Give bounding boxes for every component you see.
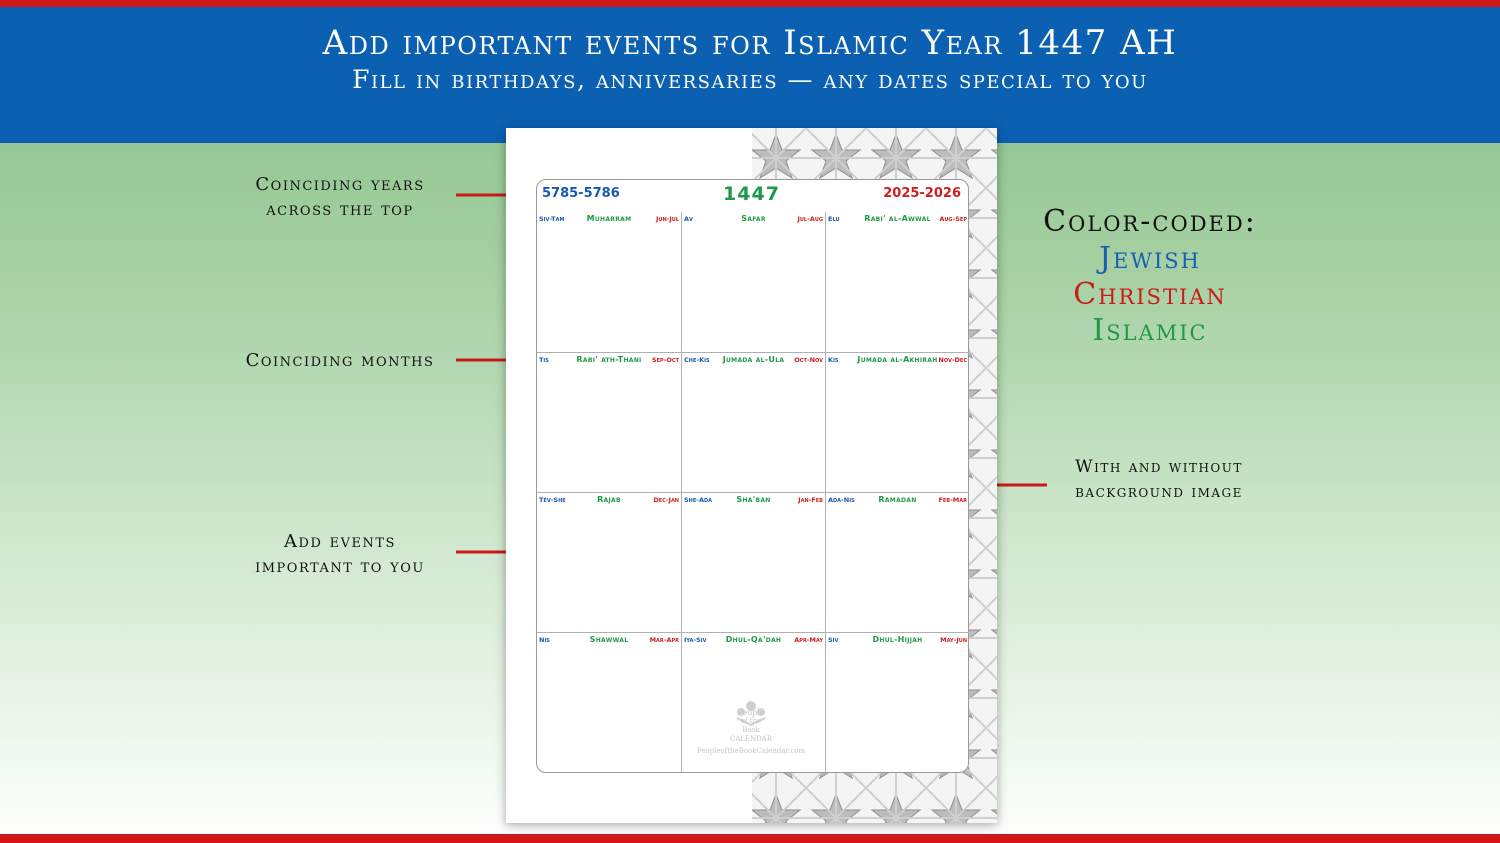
islamic-month-label: Dhul-Qa'dah [725, 635, 782, 644]
islamic-month-label: Sha'ban [736, 495, 771, 504]
note-events-line-1: Add events [284, 531, 396, 552]
note-months-line-1: Coinciding months [245, 350, 435, 371]
month-cell[interactable] [537, 632, 681, 772]
month-cell[interactable] [537, 352, 681, 492]
logo-line-5: PeopleoftheBookCalendar.com [696, 747, 806, 755]
christian-month-label: Aug-Sep [939, 215, 967, 223]
jewish-month-label: Ada-Nis [828, 496, 855, 504]
month-cell[interactable] [681, 352, 825, 492]
christian-month-label: Nov-Dec [938, 356, 967, 364]
banner-subtitle: Fill in birthdays, anniversaries — any dates special to you [352, 65, 1148, 94]
jewish-month-label: Nis [539, 636, 550, 644]
jewish-month-label: Che-Kis [684, 356, 710, 364]
jewish-month-label: Siv-Tam [539, 215, 565, 223]
month-cell[interactable] [825, 212, 969, 352]
islamic-month-label: Jumada al-Akhirah [857, 355, 938, 364]
header-banner [0, 7, 1500, 143]
banner-title: Add important events for Islamic Year 1447 AH [322, 23, 1178, 63]
bottom-red-bar [0, 834, 1500, 843]
christian-month-label: Sep-Oct [651, 356, 679, 364]
legend-heading: Color-coded: [1043, 204, 1257, 239]
logo-line-4: CALENDAR [729, 735, 773, 743]
islamic-month-label: Ramadan [878, 495, 917, 504]
christian-month-label: Feb-Mar [938, 496, 967, 504]
note-events-line-2: important to you [255, 556, 425, 577]
month-cell[interactable] [681, 212, 825, 352]
note-years-line-1: Coinciding years [255, 174, 425, 195]
jewish-month-label: Tev-She [539, 496, 566, 504]
jewish-month-label: Kis [828, 356, 839, 364]
jewish-month-label: Iya-Siv [684, 636, 707, 644]
islamic-month-label: Shawwal [589, 635, 629, 644]
islamic-month-label: Dhul-Hijjah [872, 635, 923, 644]
jewish-month-label: Tis [539, 356, 549, 364]
month-cell[interactable] [825, 632, 969, 772]
month-cell[interactable] [537, 212, 681, 352]
christian-month-label: May-Jun [940, 636, 967, 644]
month-cell[interactable] [537, 492, 681, 632]
note-bg-line-2: background image [1075, 482, 1243, 502]
islamic-year: 1447 [723, 183, 780, 205]
jewish-month-label: Siv [828, 636, 839, 644]
color-legend [1020, 203, 1280, 349]
note-coinciding-years [220, 172, 460, 222]
logo-line-3: Book [742, 726, 760, 734]
christian-month-label: Jan-Feb [798, 496, 823, 504]
islamic-month-label: Safar [741, 214, 766, 223]
islamic-month-label: Rabi' ath-Thani [576, 355, 642, 364]
jewish-years: 5785-5786 [542, 186, 620, 201]
month-cell[interactable] [825, 352, 969, 492]
jewish-month-label: She-Ada [684, 496, 713, 504]
top-red-bar [0, 0, 1500, 7]
people-of-the-book-logo [696, 700, 806, 770]
legend-christian: Christian [1073, 277, 1227, 312]
christian-years: 2025-2026 [883, 186, 961, 201]
islamic-month-label: Jumada al-Ula [722, 355, 785, 364]
legend-jewish: Jewish [1099, 241, 1201, 276]
logo-line-2: of the [740, 717, 762, 725]
islamic-month-label: Rajab [597, 495, 621, 504]
islamic-month-label: Muharram [586, 214, 632, 223]
jewish-month-label: Av [684, 215, 693, 223]
note-add-events [220, 529, 460, 579]
calendar-page-preview [506, 128, 997, 823]
logo-line-1: People [737, 708, 765, 717]
month-cell[interactable] [681, 492, 825, 632]
christian-month-label: Apr-May [794, 636, 823, 644]
christian-month-label: Jun-Jul [655, 215, 679, 223]
jewish-month-label: Elu [828, 215, 840, 223]
christian-month-label: Oct-Nov [794, 356, 823, 364]
month-cell[interactable] [825, 492, 969, 632]
note-years-line-2: across the top [266, 199, 414, 220]
christian-month-label: Dec-Jan [653, 496, 679, 504]
christian-month-label: Jul-Aug [797, 215, 823, 223]
christian-month-label: Mar-Apr [649, 636, 679, 644]
legend-islamic: Islamic [1092, 313, 1208, 348]
islamic-month-label: Rabi' al-Awwal [864, 214, 931, 223]
note-coinciding-months [220, 348, 460, 373]
note-background-image [1036, 455, 1282, 505]
note-bg-line-1: With and without [1075, 457, 1243, 477]
